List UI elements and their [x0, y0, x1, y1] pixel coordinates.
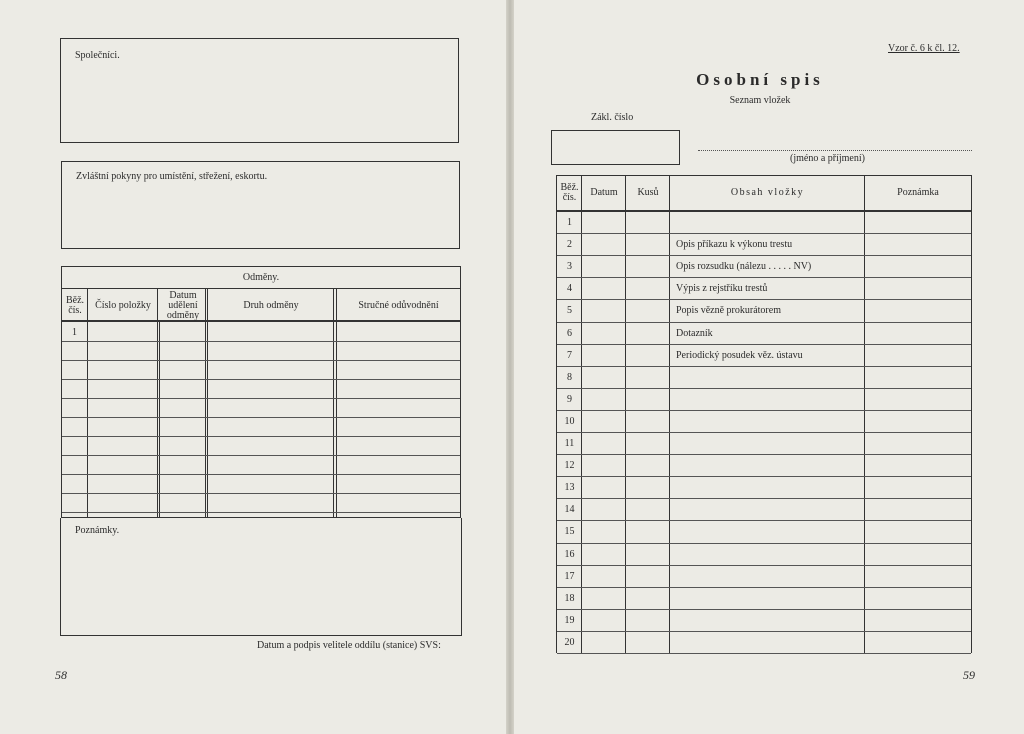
row-content: Opis rozsudku (nálezu . . . . . NV) — [676, 261, 812, 273]
ct-row-rule — [557, 366, 971, 367]
rt-row-rule — [62, 398, 460, 399]
header-bez-cis-line1: Běž. — [65, 294, 85, 306]
rt-row-rule — [62, 436, 460, 437]
row-number: 9 — [567, 393, 572, 405]
rt-row-number: 1 — [72, 327, 77, 338]
rt-row-rule — [62, 360, 460, 361]
rt-row-rule — [62, 512, 460, 513]
header-bez-cis — [62, 289, 88, 322]
row-number: 3 — [567, 261, 572, 273]
row-number: 4 — [567, 283, 572, 295]
rt-col-line — [336, 289, 337, 517]
ct-row-rule — [557, 233, 971, 234]
ct-row-rule — [557, 653, 971, 654]
spolecnici-label: Společníci. — [75, 50, 120, 61]
ct-row-rule — [557, 410, 971, 411]
zakl-cislo-label: Zákl. číslo — [591, 112, 634, 123]
ct-row-rule — [557, 609, 971, 610]
ct-row-rule — [557, 543, 971, 544]
header-bez-cis — [557, 176, 582, 210]
rewards-table-header — [62, 289, 460, 322]
ct-row-rule — [557, 520, 971, 521]
ct-col-line — [669, 176, 670, 654]
header-datum-line3: odměny — [166, 309, 200, 321]
ct-row-rule — [557, 565, 971, 566]
zakl-cislo-box[interactable] — [551, 130, 680, 165]
ct-col-line — [864, 176, 865, 654]
row-number: 19 — [564, 614, 575, 626]
ct-row-rule — [557, 255, 971, 256]
row-number: 2 — [567, 239, 572, 251]
row-number: 10 — [564, 415, 575, 427]
ct-row-rule — [557, 432, 971, 433]
row-number: 15 — [564, 526, 575, 538]
pokyny-label: Zvláštní pokyny pro umístění, střežení, eskortu. — [76, 171, 268, 182]
rewards-table-caption: Odměny. — [62, 267, 460, 289]
row-content: Výpis z rejstříku trestů — [676, 283, 768, 295]
row-number: 7 — [567, 349, 572, 361]
right-page-number: 59 — [963, 668, 975, 682]
row-number: 14 — [564, 504, 575, 516]
header-oduvodneni: Stručné odůvodnění — [358, 299, 439, 311]
rt-col-line — [157, 322, 160, 517]
row-number: 18 — [564, 592, 575, 604]
ct-header-rule — [557, 210, 971, 212]
ct-row-rule — [557, 299, 971, 300]
rt-col-line — [87, 289, 88, 517]
header-obsah: Obsah vložky — [730, 187, 805, 198]
ct-row-rule — [557, 476, 971, 477]
pokyny-box — [61, 161, 460, 249]
poznamky-box — [60, 518, 462, 636]
row-content: Popis vězně prokurátorem — [676, 305, 781, 317]
row-number: 5 — [567, 305, 572, 317]
row-number: 16 — [564, 548, 575, 560]
name-line — [698, 150, 972, 151]
rt-col-line — [157, 289, 158, 322]
header-druh: Druh odměny — [243, 299, 299, 311]
rt-row-rule — [62, 455, 460, 456]
row-number: 12 — [564, 460, 575, 472]
header-bez-cis-line1: Běž. — [560, 182, 579, 193]
ct-row-rule — [557, 498, 971, 499]
rt-row-rule — [62, 417, 460, 418]
ct-row-rule — [557, 277, 971, 278]
header-bez-cis-line2: čís. — [68, 304, 82, 316]
header-datum-line2: udělení — [168, 299, 198, 311]
header-cislo-polozky: Číslo položky — [95, 299, 151, 311]
row-content: Dotazník — [676, 327, 713, 339]
row-number: 20 — [564, 636, 575, 648]
row-number: 6 — [567, 327, 572, 339]
ct-row-rule — [557, 344, 971, 345]
header-bez-cis-line2: čís. — [562, 192, 577, 203]
name-label: (jméno a příjmení) — [790, 153, 865, 164]
rt-col-line — [333, 289, 334, 517]
contents-table — [556, 175, 972, 653]
book-gutter — [506, 0, 514, 734]
header-datum-line1: Datum — [169, 289, 197, 301]
poznamky-label: Poznámky. — [75, 525, 120, 536]
row-number: 13 — [564, 482, 575, 494]
form-reference: Vzor č. 6 k čl. 12. — [888, 43, 960, 54]
ct-row-rule — [557, 587, 971, 588]
row-content: Opis příkazu k výkonu trestu — [676, 239, 793, 251]
rt-row-rule — [62, 341, 460, 342]
ct-col-line — [625, 176, 626, 654]
header-poznamka: Poznámka — [897, 187, 939, 198]
row-number: 11 — [564, 438, 575, 449]
rewards-table — [61, 266, 461, 518]
ct-row-rule — [557, 631, 971, 632]
rt-row-rule — [62, 474, 460, 475]
row-number: 8 — [567, 371, 572, 383]
signature-label: Datum a podpis velitele oddílu (stanice) SVS: — [257, 640, 441, 651]
ct-row-rule — [557, 388, 971, 389]
left-page-number: 58 — [55, 668, 67, 682]
rt-col-line — [205, 289, 208, 517]
header-kusu: Kusů — [637, 187, 659, 198]
row-content: Periodický posudek věz. ústavu — [676, 349, 803, 361]
rt-row-rule — [62, 493, 460, 494]
page-subtitle: Seznam vložek — [729, 95, 791, 106]
header-datum — [161, 289, 205, 322]
row-number: 1 — [567, 217, 572, 228]
row-number: 17 — [564, 570, 575, 582]
ct-row-rule — [557, 454, 971, 455]
rt-row-rule — [62, 379, 460, 380]
spolecnici-box — [60, 38, 459, 143]
header-datum: Datum — [590, 187, 618, 198]
ct-row-rule — [557, 322, 971, 323]
page-title: Osobní spis — [696, 70, 824, 89]
